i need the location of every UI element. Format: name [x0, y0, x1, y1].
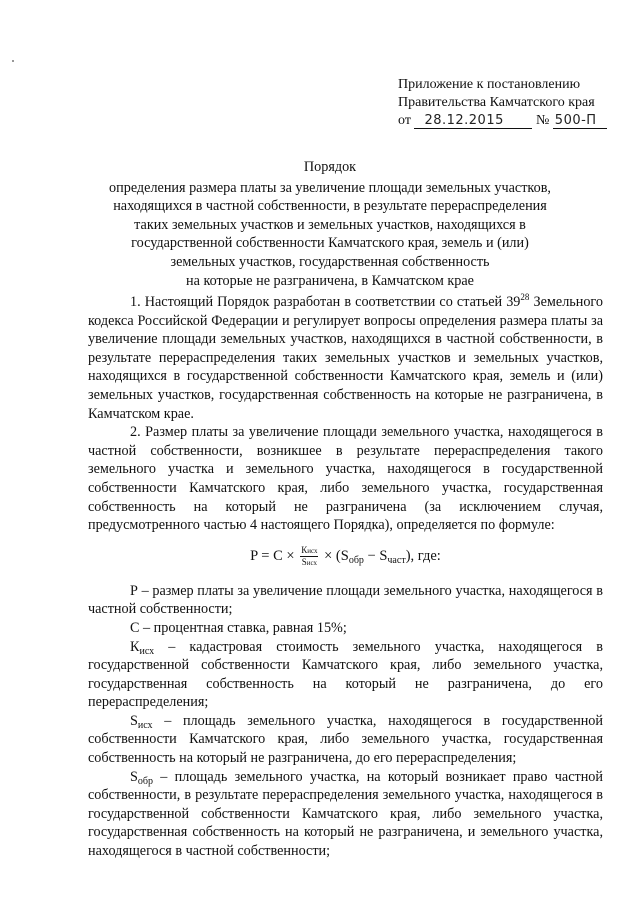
formula-times: × (S — [324, 547, 349, 564]
document-title — [100, 158, 560, 290]
fraction-numerator — [300, 545, 318, 557]
paragraph-1-rest: Земельного кодекса Российской Федерации и регулирует вопросы определения размера платы за увеличение площади земельных участков, находящихся в частной собственности, в результате перераспределения таких земельных участков и земельных участков, находящихся в государственной собственности Камчатского края, земель и (или) земельных участков, государственная собственность на которые не разграничена, в Камчатском крае. — [88, 294, 603, 422]
k-text: – кадастровая стоимость земельного участка, находящегося в государственной собственности Камчатского края, либо земельного участка, государственная собственность на который не разграничена, до его перераспределения; — [88, 638, 603, 711]
number-label: № — [535, 113, 550, 128]
formula-s-obr-sub: обр — [348, 554, 364, 566]
paragraph-1-start: 1. Настоящий Порядок разработан в соответствии со статьей 39 — [130, 294, 521, 310]
s-obr-text: – площадь земельного участка, на который возникает право частной собственности, в результате перераспределения земельного участка, находящегося в государственной собственности Камчатского края, либо земельного участка, государственная собственность на который не разграничена, и земельного участка, находящегося в частной собственности; — [88, 768, 603, 860]
formula-fraction — [300, 545, 318, 568]
k-symbol: К — [130, 638, 140, 655]
definition-s-obr — [88, 768, 603, 861]
paragraph-2: 2. Размер платы за увеличение площади земельного участка, находящегося в частной собственности, возникшее в результате перераспределения такого земельного участка и земельного участка, находящегося в государственной собственности Камчатского края, либо земельного участка, государственная собственность на который не разграничена (за исключением случая, предусмотренного частью 4 настоящего Порядка), определяется по формуле: — [88, 424, 603, 534]
header-line-2: Правительства Камчатского края — [398, 95, 595, 110]
date-field — [414, 113, 532, 129]
formula-s-chast-sub: част — [387, 554, 406, 566]
numerator-sub: исх — [307, 546, 318, 555]
article-superscript: 28 — [520, 292, 530, 302]
s-obr-symbol: S — [130, 768, 138, 785]
denominator-symbol: S — [301, 556, 307, 567]
payment-formula — [88, 545, 603, 568]
s-isx-text: – площадь земельного участка, находящегося в государственной собственности Камчатского края, либо земельного участка, государственная собственность на который не разграничена, до его перераспределения; — [88, 712, 603, 767]
scan-dot — [12, 60, 14, 62]
title-line: определения размера платы за увеличение площади земельных участков, — [109, 179, 551, 196]
number-field — [553, 113, 607, 129]
header-line-1: Приложение к постановлению — [398, 77, 581, 92]
fraction-denominator — [301, 557, 318, 568]
definition-s-isx — [88, 712, 603, 768]
formula-minus: − S — [363, 547, 388, 564]
paragraph-1 — [88, 293, 603, 423]
k-sub: исх — [139, 645, 155, 657]
from-label: от — [398, 113, 411, 128]
definition-p: Р – размер платы за увеличение площади земельного участка, находящегося в частной собственности; — [88, 582, 603, 618]
s-isx-symbol: S — [130, 712, 138, 729]
title-line: на которые не разграничена, в Камчатском крае — [186, 272, 474, 289]
s-isx-sub: исх — [137, 719, 153, 731]
title-line: земельных участков, государственная собственность — [170, 253, 490, 270]
s-obr-sub: обр — [137, 775, 153, 787]
title-line: государственной собственности Камчатского края, земель и (или) — [131, 235, 529, 252]
title-line: таких земельных участков и земельных участков, находящихся в — [134, 216, 526, 233]
appendix-header — [398, 76, 628, 130]
formula-tail: ), где: — [405, 547, 441, 564]
title-heading: Порядок — [303, 159, 357, 175]
denominator-sub: исх — [306, 558, 317, 567]
document-body — [88, 293, 603, 861]
title-line: находящихся в частной собственности, в результате перераспределения — [113, 198, 547, 215]
number-value: 500-П — [554, 113, 597, 128]
header-date-line — [398, 112, 628, 130]
definition-c: С – процентная ставка, равная 15%; — [130, 619, 347, 636]
numerator-symbol: К — [301, 544, 308, 555]
formula-lhs: P = C × — [250, 547, 295, 564]
definition-k-isx — [88, 638, 603, 712]
date-value: 28.12.2015 — [424, 113, 504, 128]
